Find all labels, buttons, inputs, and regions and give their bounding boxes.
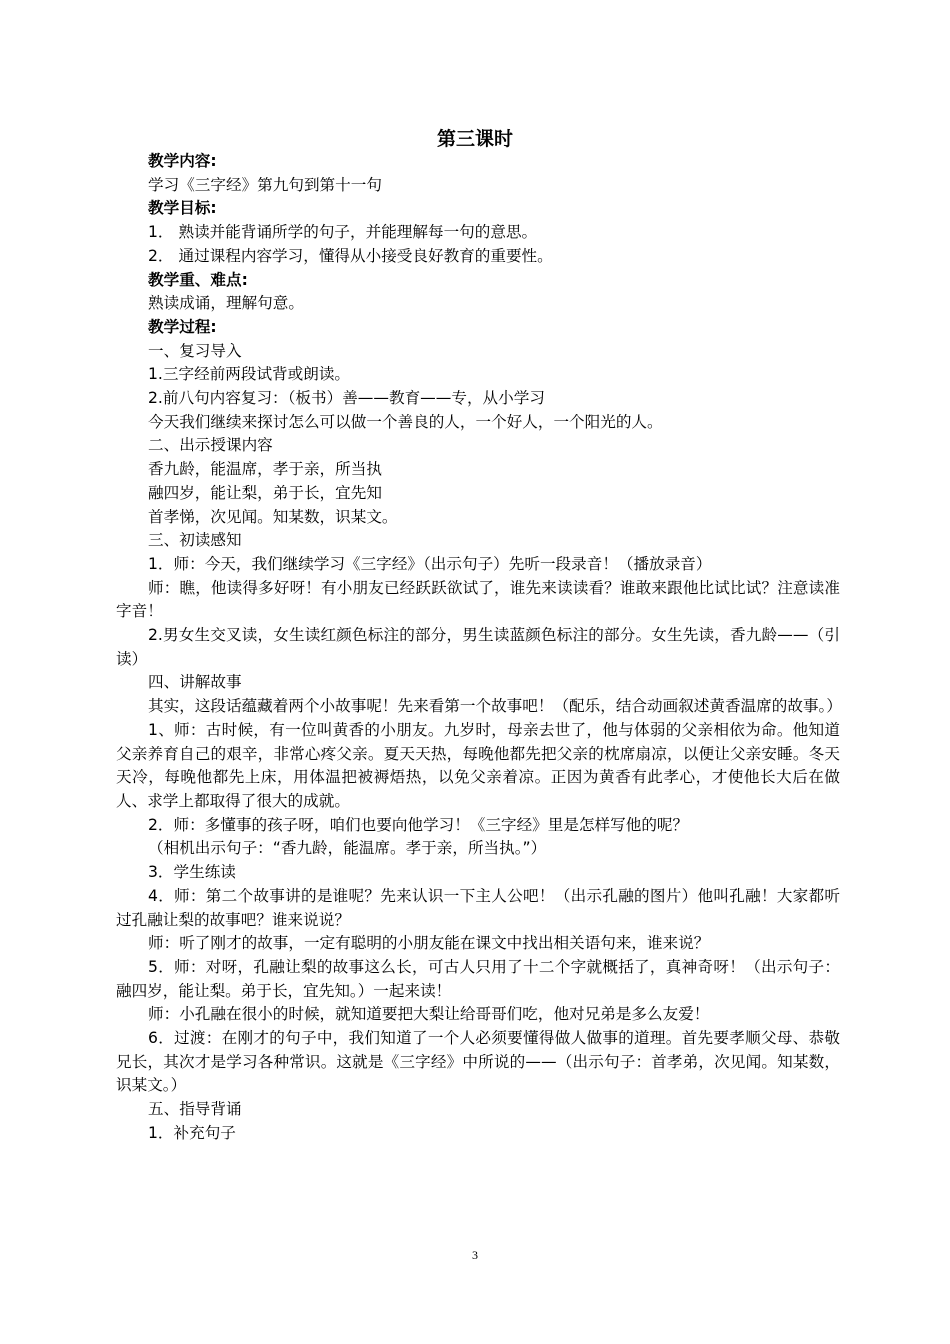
paragraph: 3．学生练读 <box>148 863 236 882</box>
page-number: 3 <box>472 1248 478 1262</box>
section-heading: 教学重、难点: <box>148 270 248 289</box>
paragraph: 师：小孔融在很小的时候，就知道要把大梨让给哥哥们吃，他对兄弟是多么友爱！ <box>148 1005 710 1024</box>
section-heading: 教学内容: <box>148 152 217 170</box>
paragraph: 2．师：多懂事的孩子呀，咱们也要向他学习！《三字经》里是怎样写他的呢？ <box>148 815 689 834</box>
paragraph: 熟读成诵，理解句意。 <box>148 294 304 313</box>
paragraph: （相机出示句子：“香九龄，能温席。孝于亲，所当执。”） <box>148 839 547 858</box>
paragraph: 学习《三字经》第九句到第十一句 <box>148 175 382 194</box>
paragraph: 2.前八句内容复习：（板书）善——教育——专，从小学习 <box>148 389 545 408</box>
paragraph: 4．师：第二个故事讲的是谁呢？先来认识一下主人公吧！（出示孔融的图片）他叫孔融！大家都听过孔融让梨的故事吧？谁来说说？ <box>116 886 840 929</box>
paragraph: 2.男女生交叉读，女生读红颜色标注的部分，男生读蓝颜色标注的部分。女生先读，香九龄——（引读） <box>116 626 840 668</box>
paragraph: 1．补充句子 <box>148 1123 236 1142</box>
paragraph: 一、复习导入 <box>148 341 242 360</box>
paragraph: 1、师：古时候，有一位叫黄香的小朋友。九岁时，母亲去世了，他与体弱的父亲相依为命。他知道父亲养育自己的艰辛，非常心疼父亲。夏天天热，每晚他都先把父亲的枕席扇凉，以便让父亲安睡。冬天天冷，每晚他都先上床，用体温把被褥焐热，以免父亲着凉。正因为黄香有此孝心，才使他长大后在做人、求学上都取得了很大的成就。 <box>116 720 840 810</box>
paragraph: 其实，这段话蕴藏着两个小故事呢！先来看第一个故事吧！（配乐，结合动画叙述黄香温席的故事。） <box>148 697 842 716</box>
paragraph: 1.三字经前两段试背或朗读。 <box>148 365 351 384</box>
paragraph: 今天我们继续来探讨怎么可以做一个善良的人，一个好人，一个阳光的人。 <box>148 412 663 431</box>
paragraph: 二、出示授课内容 <box>148 436 273 455</box>
paragraph: 师：瞧，他读得多好呀！有小朋友已经跃跃欲试了，谁先来读读看？谁敢来跟他比试比试？注意读准字音！ <box>116 578 840 621</box>
paragraph: 融四岁，能让梨，弟于长，宜先知 <box>148 483 382 502</box>
paragraph: 香九龄，能温席，孝于亲，所当执 <box>148 460 382 479</box>
paragraph: 四、讲解故事 <box>148 673 242 692</box>
paragraph: 5．师：对呀，孔融让梨的故事这么长，可古人只用了十二个字就概括了，真神奇呀！（出示句子：融四岁，能让梨。弟于长，宜先知。）一起来读！ <box>116 957 840 1000</box>
section-heading: 教学目标: <box>148 199 217 218</box>
paragraph: 2． 通过课程内容学习，懂得从小接受良好教育的重要性。 <box>148 246 553 265</box>
paragraph: 1． 熟读并能背诵所学的句子，并能理解每一句的意思。 <box>148 223 538 242</box>
section-heading: 教学过程: <box>148 317 217 336</box>
paragraph: 五、指导背诵 <box>148 1100 242 1119</box>
paragraph: 首孝悌，次见闻。知某数，识某文。 <box>148 507 398 526</box>
paragraph: 6．过渡：在刚才的句子中，我们知道了一个人必须要懂得做人做事的道理。首先要孝顺父母、恭敬兄长，其次才是学习各种常识。这就是《三字经》中所说的——（出示句子：首孝弟，次见闻。知某数，识某文。） <box>116 1029 840 1095</box>
lesson-body <box>116 150 840 1146</box>
paragraph: 1．师：今天，我们继续学习《三字经》（出示句子）先听一段录音！（播放录音） <box>148 554 712 573</box>
paragraph: 三、初读感知 <box>148 531 242 550</box>
lesson-title: 第三课时 <box>436 128 513 150</box>
paragraph: 师：听了刚才的故事，一定有聪明的小朋友能在课文中找出相关语句来，谁来说？ <box>148 934 710 953</box>
